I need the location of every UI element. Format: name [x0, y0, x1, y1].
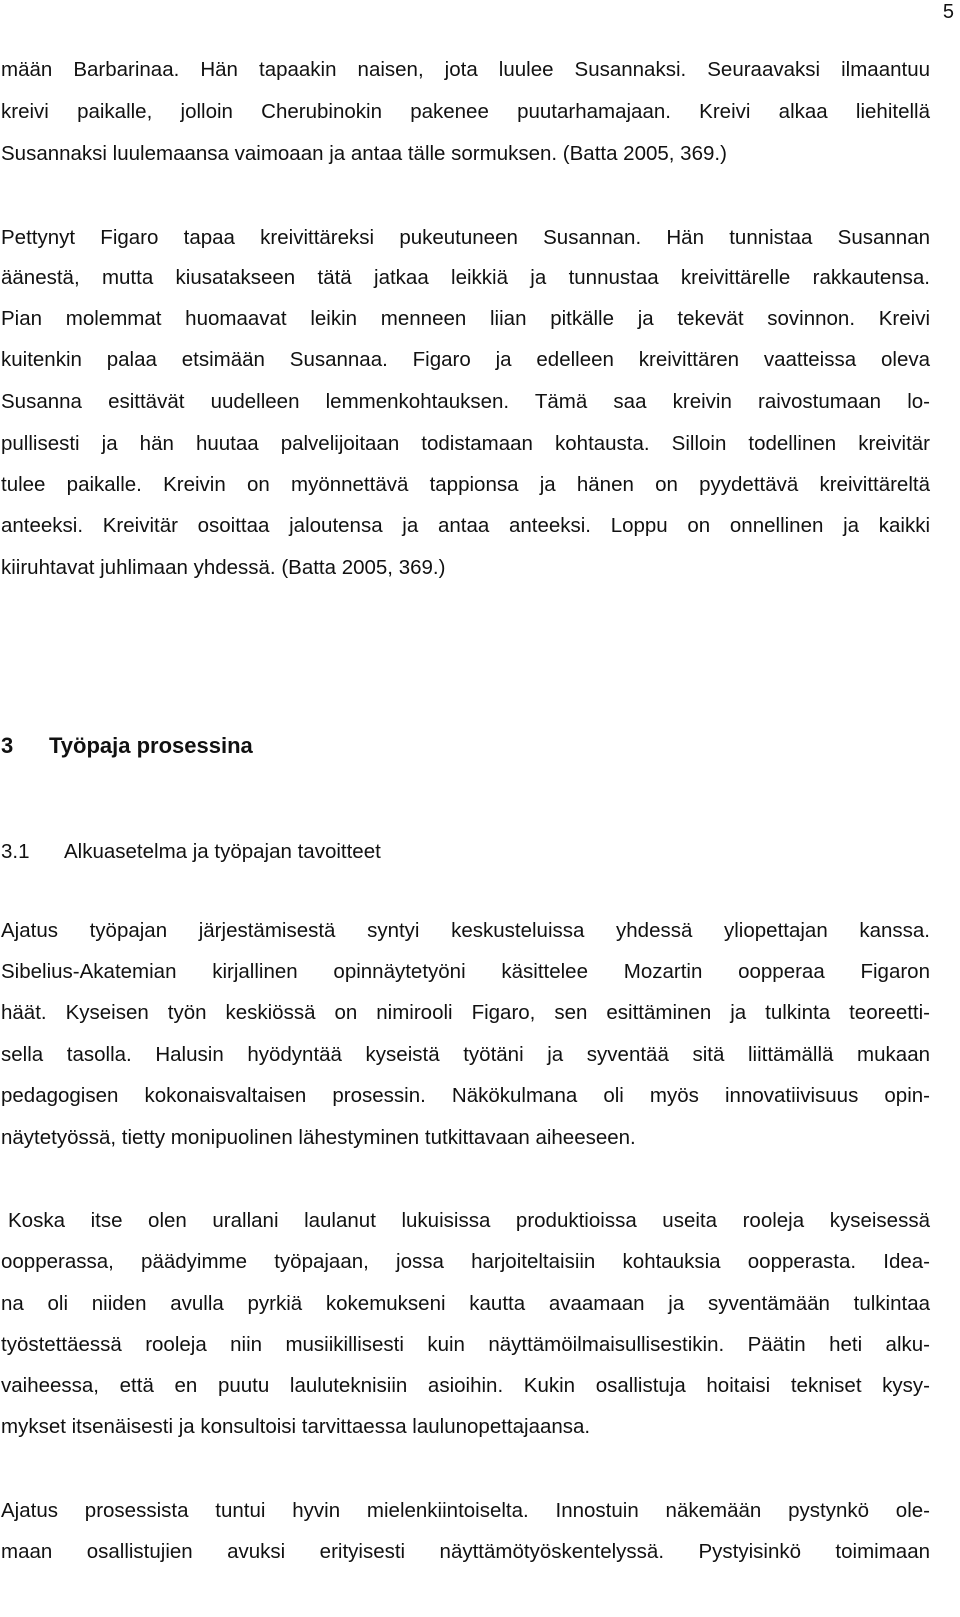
paragraph-3-line-4: sella tasolla. Halusin hyödyntää kyseistä työtäni ja syventää sitä liittämällä mukaan: [1, 1043, 930, 1066]
paragraph-3-line-2: Sibelius-Akatemian kirjallinen opinnäytetyöni käsittelee Mozartin oopperaa Figaron: [1, 960, 930, 983]
paragraph-3-line-6: näytetyössä, tietty monipuolinen lähestyminen tutkittavaan aiheeseen.: [1, 1126, 636, 1149]
section-title: Alkuasetelma ja työpajan tavoitteet: [64, 840, 381, 863]
paragraph-2-line-7: tulee paikalle. Kreivin on myönnettävä tappionsa ja hänen on pyydettävä kreivittäreltä: [1, 473, 930, 496]
paragraph-2-line-9: kiiruhtavat juhlimaan yhdessä. (Batta 2005, 369.): [1, 556, 446, 579]
paragraph-2-line-2: äänestä, mutta kiusatakseen tätä jatkaa leikkiä ja tunnustaa kreivittärelle rakkautensa.: [1, 266, 930, 289]
paragraph-2-line-5: Susanna esittävät uudelleen lemmenkohtauksen. Tämä saa kreivin raivostumaan lo-: [1, 390, 930, 413]
paragraph-1-line-2: kreivi paikalle, jolloin Cherubinokin pakenee puutarhamajaan. Kreivi alkaa liehitellä: [1, 100, 930, 123]
page-number: 5: [942, 1, 954, 23]
chapter-title: Työpaja prosessina: [49, 733, 253, 758]
section-number: 3.1: [1, 840, 30, 863]
paragraph-3-line-3: häät. Kyseisen työn keskiössä on nimirooli Figaro, sen esittäminen ja tulkinta teoreetti-: [1, 1001, 930, 1024]
paragraph-4-line-5: vaiheessa, että en puutu lauluteknisiin asioihin. Kukin osallistuja hoitaisi tekniset kysy-: [1, 1374, 930, 1397]
paragraph-4-line-1: Koska itse olen urallani laulanut lukuisissa produktioissa useita rooleja kyseisessä: [8, 1209, 930, 1232]
paragraph-2-line-8: anteeksi. Kreivitär osoittaa jaloutensa ja antaa anteeksi. Loppu on onnellinen ja kaikki: [1, 514, 930, 537]
chapter-heading: [1, 733, 253, 759]
paragraph-1-line-1: mään Barbarinaa. Hän tapaakin naisen, jota luulee Susannaksi. Seuraavaksi ilmaantuu: [1, 58, 930, 81]
paragraph-5-line-2: maan osallistujien avuksi erityisesti näyttämötyöskentelyssä. Pystyisinkö toimimaan: [1, 1540, 930, 1563]
paragraph-3-line-5: pedagogisen kokonaisvaltaisen prosessin. Näkökulmana oli myös innovatiivisuus opin-: [1, 1084, 930, 1107]
paragraph-4-line-4: työstettäessä rooleja niin musiikillisesti kuin näyttämöilmaisullisestikin. Päätin heti alku-: [1, 1333, 930, 1356]
paragraph-4-line-6: mykset itsenäisesti ja konsultoisi tarvittaessa laulunopettajaansa.: [1, 1415, 591, 1438]
paragraph-2-line-1: Pettynyt Figaro tapaa kreivittäreksi pukeutuneen Susannan. Hän tunnistaa Susannan: [1, 226, 930, 249]
paragraph-5-line-1: Ajatus prosessista tuntui hyvin mielenkiintoiselta. Innostuin näkemään pystynkö ole-: [1, 1499, 930, 1522]
paragraph-4-line-2: oopperassa, päädyimme työpajaan, jossa harjoiteltaisiin kohtauksia oopperasta. Idea-: [1, 1250, 930, 1273]
chapter-number: 3: [1, 733, 14, 758]
paragraph-3-line-1: Ajatus työpajan järjestämisestä syntyi keskusteluissa yhdessä yliopettajan kanssa.: [1, 919, 930, 942]
section-heading: [1, 840, 381, 864]
paragraph-2-line-6: pullisesti ja hän huutaa palvelijoitaan todistamaan kohtausta. Silloin todellinen kreivitär: [1, 432, 930, 455]
paragraph-4-line-3: na oli niiden avulla pyrkiä kokemukseni kautta avaamaan ja syventämään tulkintaa: [1, 1292, 930, 1315]
paragraph-2-line-3: Pian molemmat huomaavat leikin menneen liian pitkälle ja tekevät sovinnon. Kreivi: [1, 307, 930, 330]
paragraph-2-line-4: kuitenkin palaa etsimään Susannaa. Figaro ja edelleen kreivittären vaatteissa oleva: [1, 348, 930, 371]
paragraph-1-line-3: Susannaksi luulemaansa vaimoaan ja antaa tälle sormuksen. (Batta 2005, 369.): [1, 142, 727, 165]
